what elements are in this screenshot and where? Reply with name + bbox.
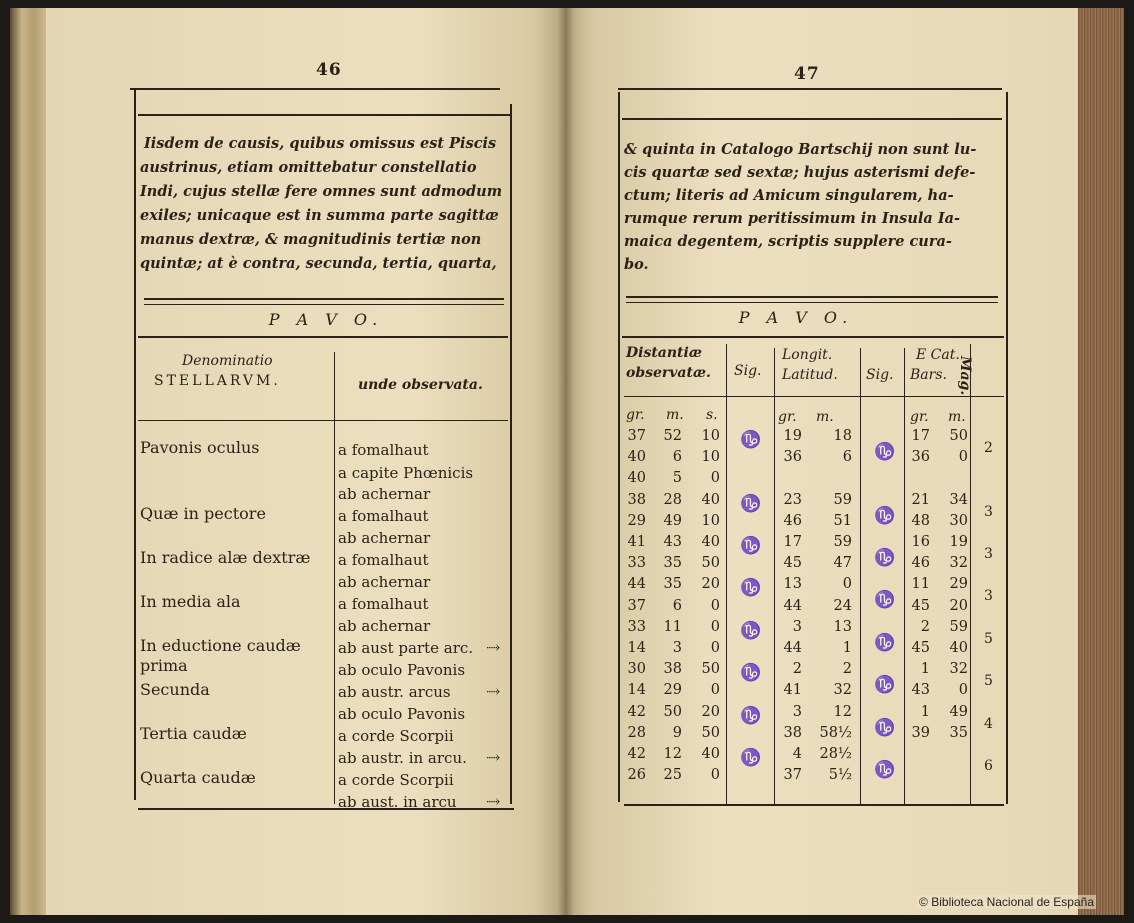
- catalog-degrees: 2: [920, 618, 930, 635]
- catalog-minutes: 19: [949, 534, 968, 550]
- section-rule-thin: [626, 302, 998, 303]
- latitude-minutes: 5½: [828, 767, 852, 784]
- unit-m-2: m.: [816, 409, 834, 425]
- latitude-minutes: 32: [833, 682, 852, 699]
- heading-rule: [138, 336, 508, 338]
- longitude-degrees: 41: [783, 682, 802, 699]
- distance-seconds: 0: [710, 470, 720, 487]
- col-header-denominatio: Denominatio: [182, 353, 273, 369]
- distance-minutes: 5: [672, 470, 682, 487]
- capricorn-icon: ♑: [874, 505, 896, 526]
- longitude-degrees: 44: [783, 640, 802, 656]
- catalog-degrees: 39: [911, 724, 930, 741]
- unit-gr: gr.: [626, 407, 645, 423]
- distance-degrees: 29: [627, 512, 646, 529]
- distance-seconds: 20: [701, 576, 720, 593]
- unit-m: m.: [666, 407, 684, 423]
- arcus-icon: ⤑: [486, 682, 501, 702]
- col-header-stellarum: STELLARVM.: [154, 373, 281, 389]
- distance-minutes: 12: [663, 746, 682, 762]
- catalog-degrees: 45: [911, 597, 930, 614]
- distance-degrees: 14: [627, 682, 646, 699]
- unit-m-3: m.: [948, 409, 966, 425]
- catalog-degrees: 36: [911, 449, 930, 466]
- header-rule: [624, 396, 1004, 397]
- distance-seconds: 0: [710, 597, 720, 614]
- star-name: Pavonis oculus: [140, 438, 260, 457]
- text-line: Indi, cujus stellæ fere omnes sunt admodum: [140, 183, 503, 200]
- distance-seconds: 0: [710, 682, 720, 699]
- text-line: cis quartæ sed sextæ; hujus asterismi defe-: [624, 164, 976, 181]
- section-title-left: P A V O.: [268, 310, 384, 329]
- right-page: [566, 8, 1078, 915]
- catalog-degrees: 1: [920, 661, 930, 678]
- text-line: Iisdem de causis, quibus omissus est Piscis: [144, 135, 497, 152]
- col-header-distantiae: Distantiæ: [626, 345, 702, 361]
- right-page-edges: [1078, 8, 1124, 915]
- section-title-right: P A V O.: [738, 308, 854, 327]
- distance-minutes: 9: [672, 724, 682, 741]
- text-line: quintæ; at è contra, secunda, tertia, quarta,: [140, 255, 497, 272]
- book-gutter: [558, 8, 574, 915]
- longitude-degrees: 38: [783, 724, 802, 741]
- latitude-minutes: 6: [842, 449, 852, 466]
- arcus-icon: ⤑: [486, 748, 501, 768]
- observation: a capite Phœnicis: [338, 464, 474, 482]
- observation: ab achernar: [338, 617, 431, 635]
- copyright-notice: © Biblioteca Nacional de España: [919, 895, 1094, 909]
- catalog-degrees: 1: [920, 703, 930, 720]
- distance-minutes: 50: [663, 703, 682, 720]
- distance-degrees: 26: [627, 767, 646, 784]
- capricorn-icon: ♑: [874, 760, 896, 780]
- longitude-degrees: 23: [783, 491, 802, 508]
- capricorn-icon: ♑: [740, 536, 762, 556]
- bottom-rule: [138, 808, 514, 810]
- text-line: austrinus, etiam omittebatur constellatio: [140, 159, 477, 176]
- star-name: In media ala: [140, 592, 241, 611]
- right-border: [1006, 92, 1008, 804]
- distance-seconds: 50: [701, 555, 720, 572]
- distance-seconds: 50: [701, 661, 720, 678]
- col-header-unde: unde observata.: [358, 377, 483, 393]
- magnitude-value: 2: [984, 440, 993, 456]
- col-header-longit: Longit.: [782, 347, 833, 363]
- distance-minutes: 28: [663, 491, 682, 508]
- longitude-degrees: 17: [783, 534, 802, 550]
- longitude-degrees: 37: [783, 767, 802, 784]
- capricorn-icon: ♑: [740, 493, 762, 514]
- distance-degrees: 40: [627, 470, 646, 487]
- star-name: In eductione caudæ prima: [140, 636, 301, 675]
- unit-s: s.: [706, 407, 718, 423]
- arcus-icon: ⤑: [486, 638, 501, 658]
- observation: ab oculo Pavonis: [338, 661, 466, 679]
- distance-degrees: 33: [627, 618, 646, 635]
- col-header-sig2: Sig.: [866, 367, 894, 383]
- catalog-minutes: 20: [949, 597, 968, 614]
- distance-degrees: 44: [627, 576, 646, 593]
- distance-minutes: 43: [663, 534, 682, 550]
- distance-minutes: 35: [663, 555, 682, 572]
- observation: ab austr. in arcu.: [338, 749, 467, 767]
- left-page: [46, 8, 566, 915]
- col-header-ecat: E Cat.: [916, 347, 960, 363]
- observation: a fomalhaut: [338, 595, 429, 613]
- distance-seconds: 40: [701, 746, 720, 762]
- observation: ab achernar: [338, 485, 431, 503]
- observation: ab oculo Pavonis: [338, 705, 466, 723]
- distance-degrees: 40: [627, 449, 646, 466]
- capricorn-icon: ♑: [740, 578, 762, 599]
- latitude-minutes: 1: [842, 640, 852, 656]
- capricorn-icon: ♑: [740, 620, 762, 641]
- column-divider: [726, 344, 727, 804]
- distance-degrees: 42: [627, 746, 646, 762]
- distance-minutes: 38: [663, 661, 682, 678]
- col-header-mag: Mag.: [957, 356, 973, 396]
- catalog-minutes: 49: [949, 703, 968, 720]
- observation: a fomalhaut: [338, 441, 429, 459]
- latitude-minutes: 59: [833, 491, 852, 508]
- distance-seconds: 0: [710, 640, 720, 656]
- catalog-minutes: 50: [949, 428, 968, 444]
- capricorn-icon: ♑: [740, 705, 762, 726]
- longitude-degrees: 4: [792, 746, 802, 762]
- distance-degrees: 37: [627, 428, 646, 444]
- capricorn-icon: ♑: [740, 430, 762, 450]
- catalog-minutes: 40: [949, 640, 968, 656]
- distance-degrees: 37: [627, 597, 646, 614]
- magnitude-value: 5: [984, 630, 993, 647]
- text-line: bo.: [624, 256, 649, 273]
- catalog-minutes: 32: [949, 555, 968, 572]
- magnitude-value: 5: [984, 673, 993, 690]
- catalog-degrees: 48: [911, 512, 930, 529]
- catalog-minutes: 0: [958, 682, 968, 699]
- capricorn-icon: ♑: [740, 663, 762, 684]
- distance-seconds: 50: [701, 724, 720, 741]
- header-rule: [138, 420, 508, 421]
- distance-seconds: 10: [701, 512, 720, 529]
- longitude-degrees: 36: [783, 449, 802, 466]
- longitude-degrees: 13: [783, 576, 802, 593]
- distance-minutes: 29: [663, 682, 682, 699]
- longitude-degrees: 2: [792, 661, 802, 678]
- distance-minutes: 6: [672, 597, 682, 614]
- left-border: [618, 92, 620, 802]
- top-rule: [618, 88, 1002, 90]
- observation: a corde Scorpii: [338, 727, 454, 745]
- left-border: [134, 88, 136, 800]
- top-rule-2: [622, 118, 1002, 120]
- distance-minutes: 3: [672, 640, 682, 656]
- observation: ab austr. arcus: [338, 683, 451, 701]
- distance-minutes: 6: [672, 449, 682, 466]
- capricorn-icon: ♑: [874, 675, 896, 696]
- latitude-minutes: 0: [842, 576, 852, 593]
- distance-seconds: 40: [701, 491, 720, 508]
- catalog-degrees: 46: [911, 555, 930, 572]
- distance-degrees: 30: [627, 661, 646, 678]
- arcus-icon: ⤑: [486, 792, 501, 812]
- right-border: [510, 104, 512, 804]
- catalog-minutes: 0: [958, 449, 968, 466]
- text-line: maica degentem, scriptis supplere cura-: [624, 233, 952, 250]
- text-line: ctum; literis ad Amicum singularem, ha-: [624, 187, 954, 204]
- distance-degrees: 14: [627, 640, 646, 656]
- heading-rule: [622, 336, 1004, 338]
- distance-minutes: 49: [663, 512, 682, 529]
- top-rule-2: [138, 114, 510, 116]
- observation: ab achernar: [338, 529, 431, 547]
- top-rule: [130, 88, 500, 90]
- section-rule: [144, 298, 504, 300]
- col-header-sig: Sig.: [734, 363, 762, 379]
- catalog-degrees: 17: [911, 428, 930, 444]
- unit-gr-2: gr.: [778, 409, 797, 425]
- catalog-minutes: 29: [949, 576, 968, 593]
- text-line: & quinta in Catalogo Bartschij non sunt lu-: [624, 141, 977, 158]
- distance-seconds: 0: [710, 767, 720, 784]
- col-header-observatae: observatæ.: [626, 365, 711, 381]
- capricorn-icon: ♑: [874, 717, 896, 738]
- star-name: Secunda: [140, 680, 210, 699]
- catalog-degrees: 11: [911, 576, 930, 593]
- column-divider: [860, 348, 861, 804]
- capricorn-icon: ♑: [740, 748, 762, 768]
- longitude-degrees: 46: [783, 512, 802, 529]
- catalog-minutes: 30: [949, 512, 968, 529]
- latitude-minutes: 12: [833, 703, 852, 720]
- longitude-degrees: 44: [783, 597, 802, 614]
- latitude-minutes: 18: [833, 428, 852, 444]
- distance-degrees: 33: [627, 555, 646, 572]
- catalog-degrees: 43: [911, 682, 930, 699]
- magnitude-value: 3: [984, 503, 993, 520]
- catalog-minutes: 35: [949, 724, 968, 741]
- col-header-bars: Bars.: [910, 367, 947, 383]
- distance-seconds: 40: [701, 534, 720, 550]
- star-name: Tertia caudæ: [140, 724, 247, 743]
- bottom-rule: [624, 804, 1004, 806]
- distance-degrees: 42: [627, 703, 646, 720]
- open-book: [10, 8, 1124, 915]
- left-page-edges: [10, 8, 50, 915]
- longitude-degrees: 3: [792, 618, 802, 635]
- distance-degrees: 41: [627, 534, 646, 550]
- unit-gr-3: gr.: [910, 409, 929, 425]
- catalog-minutes: 59: [949, 618, 968, 635]
- magnitude-value: 4: [984, 715, 993, 732]
- longitude-degrees: 3: [792, 703, 802, 720]
- page-number-left: 46: [316, 60, 342, 80]
- distance-minutes: 35: [663, 576, 682, 593]
- text-line: rumque rerum peritissimum in Insula Ia-: [624, 210, 961, 227]
- col-header-latitud: Latitud.: [782, 367, 838, 383]
- text-line: exiles; unicaque est in summa parte sagittæ: [140, 207, 499, 224]
- star-name: In radice alæ dextræ: [140, 548, 311, 567]
- capricorn-icon: ♑: [874, 548, 896, 568]
- observation: ab aust. in arcu: [338, 793, 457, 811]
- magnitude-value: 6: [984, 758, 993, 774]
- star-name: Quarta caudæ: [140, 768, 256, 787]
- star-name: Quæ in pectore: [140, 504, 266, 523]
- latitude-minutes: 13: [833, 618, 852, 635]
- latitude-minutes: 51: [833, 512, 852, 529]
- capricorn-icon: ♑: [874, 632, 896, 653]
- observation: a corde Scorpii: [338, 771, 454, 789]
- magnitude-value: 3: [984, 588, 993, 605]
- latitude-minutes: 2: [842, 661, 852, 678]
- latitude-minutes: 59: [833, 534, 852, 550]
- text-line: manus dextræ, & magnitudinis tertiæ non: [140, 231, 482, 248]
- distance-degrees: 28: [627, 724, 646, 741]
- distance-minutes: 52: [663, 428, 682, 444]
- catalog-minutes: 34: [949, 491, 968, 508]
- observation: ab achernar: [338, 573, 431, 591]
- catalog-degrees: 21: [911, 491, 930, 508]
- distance-degrees: 38: [627, 491, 646, 508]
- capricorn-icon: ♑: [874, 590, 896, 611]
- section-rule: [626, 296, 998, 298]
- longitude-degrees: 19: [783, 428, 802, 444]
- distance-seconds: 10: [701, 428, 720, 444]
- distance-minutes: 25: [663, 767, 682, 784]
- observation: a fomalhaut: [338, 507, 429, 525]
- latitude-minutes: 47: [833, 555, 852, 572]
- column-divider: [970, 344, 971, 804]
- latitude-minutes: 24: [833, 597, 852, 614]
- capricorn-icon: ♑: [874, 442, 896, 462]
- section-rule-thin: [144, 304, 504, 305]
- observation: ab aust parte arc.: [338, 639, 474, 657]
- latitude-minutes: 28½: [819, 746, 852, 762]
- distance-seconds: 20: [701, 703, 720, 720]
- distance-seconds: 10: [701, 449, 720, 466]
- distance-seconds: 0: [710, 618, 720, 635]
- longitude-degrees: 45: [783, 555, 802, 572]
- catalog-degrees: 45: [911, 640, 930, 656]
- latitude-minutes: 58½: [819, 724, 852, 741]
- catalog-degrees: 16: [911, 534, 930, 550]
- observation: a fomalhaut: [338, 551, 429, 569]
- page-number-right: 47: [794, 64, 820, 84]
- distance-minutes: 11: [663, 618, 682, 635]
- magnitude-value: 3: [984, 546, 993, 562]
- catalog-minutes: 32: [949, 661, 968, 678]
